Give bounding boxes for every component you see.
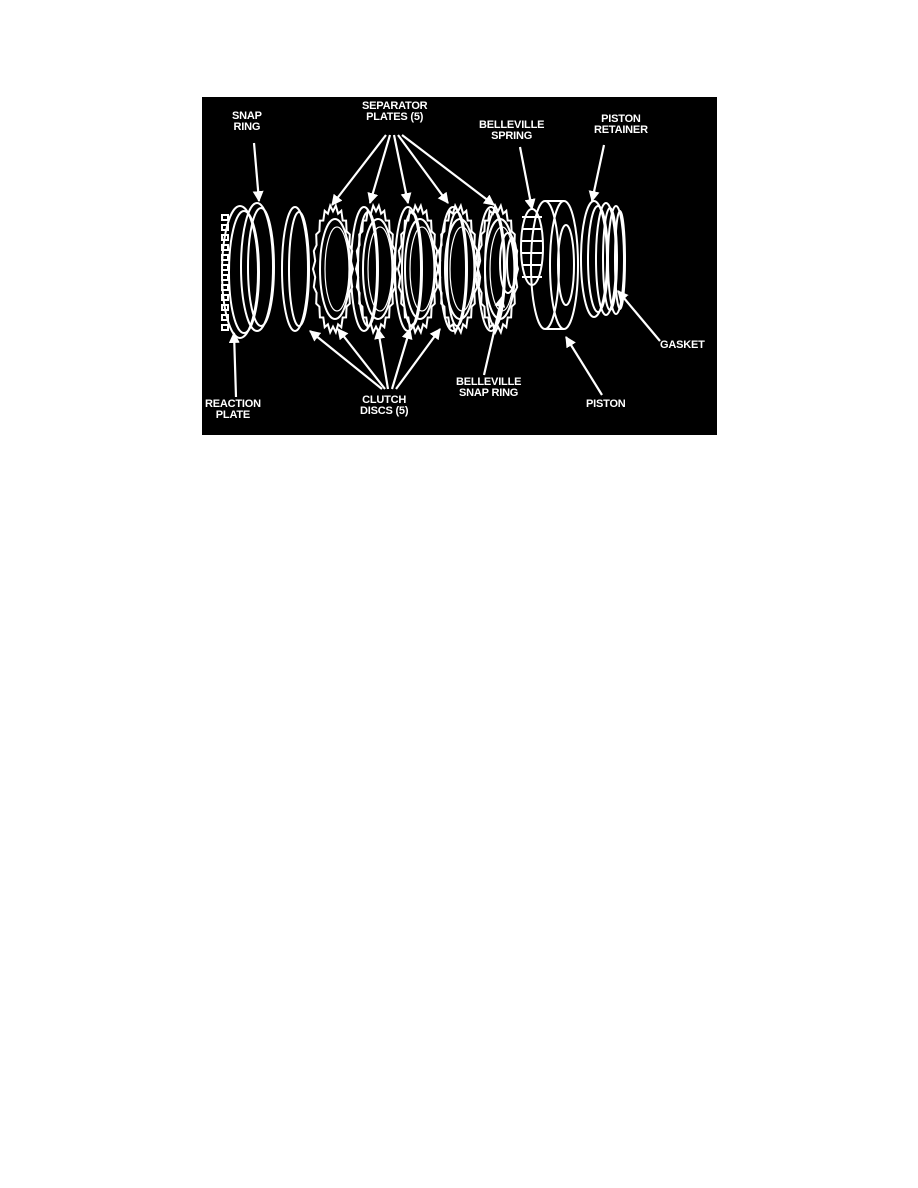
label-clutch-discs: CLUTCH DISCS (5) [360,394,409,417]
label-snap-ring: SNAP RING [232,110,262,133]
arrow-belleville-snap-ring [484,297,502,375]
clutch-disc-1 [282,207,309,331]
clutch-exploded-diagram [202,97,717,435]
label-belleville-snap-ring: BELLEVILLE SNAP RING [456,376,522,399]
arrow-separator-2 [370,135,390,203]
arrow-piston-retainer [592,145,604,201]
separator-plate-4 [438,206,478,333]
label-reaction-plate: REACTION PLATE [205,398,261,421]
arrow-clutch-5 [396,329,440,389]
arrow-clutch-4 [392,329,410,389]
label-belleville-spring: BELLEVILLE SPRING [479,119,545,142]
label-gasket: GASKET [660,339,705,351]
arrow-belleville-spring [520,147,532,209]
clutch-disc-3 [395,207,422,331]
label-piston-retainer: PISTON RETAINER [594,113,648,136]
arrow-snap-ring [254,143,259,201]
label-separator-plates: SEPARATOR PLATES (5) [362,100,428,123]
arrow-clutch-3 [378,329,388,389]
arrow-piston [566,337,602,395]
arrow-separator-5 [402,135,494,205]
label-piston: PISTON [586,398,626,410]
separator-plate-1 [313,206,353,333]
arrow-gasket [618,291,660,341]
arrow-separator-1 [332,135,386,205]
arrow-reaction-plate [234,333,236,397]
